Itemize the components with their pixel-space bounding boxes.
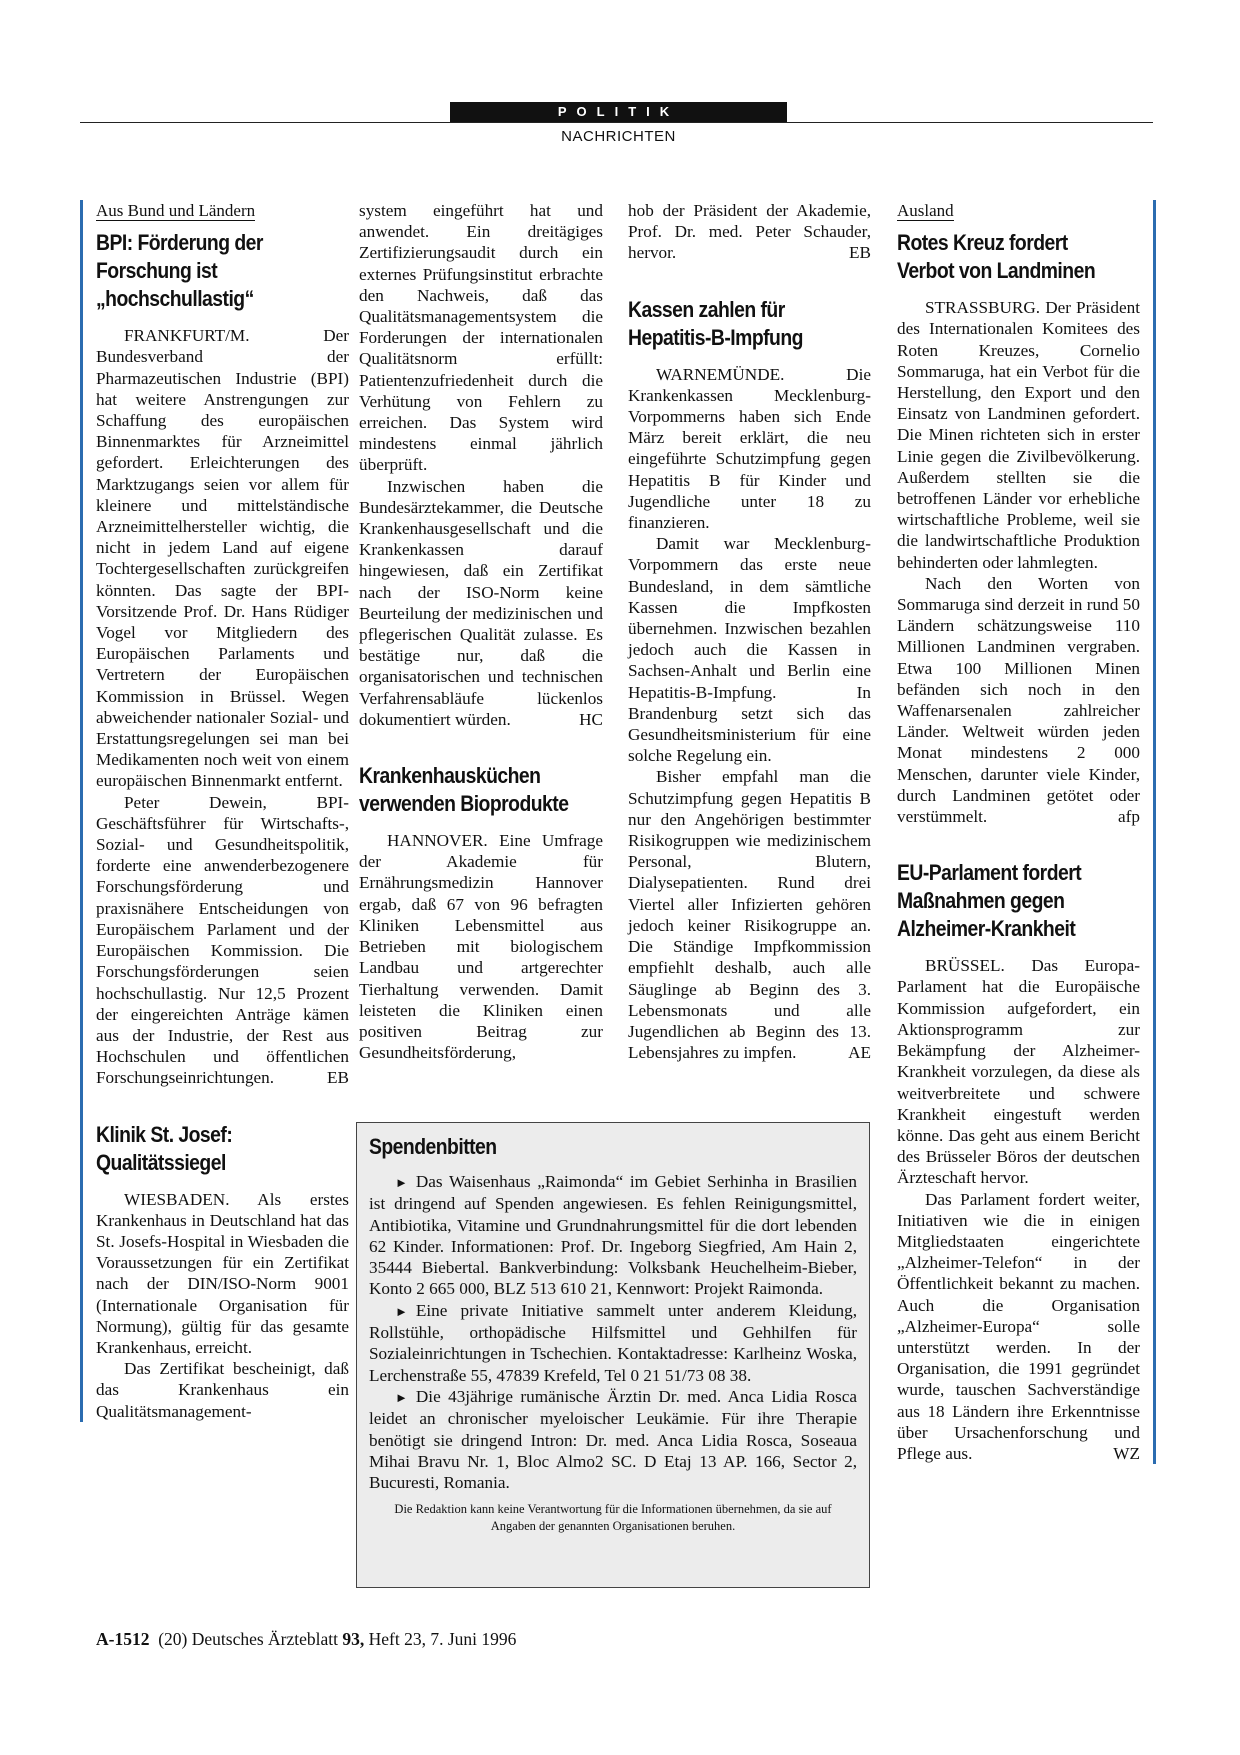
article-kuechen-p2: hob der Präsident der Akademie, Prof. Dr. med. Peter Schauder, hervor. EB (628, 201, 871, 263)
signature: EB (327, 1068, 349, 1088)
article-klinik-p4: Inzwischen haben die Bundesärztekammer, die Deutsche Krankenhausgesellschaft und die Krankenkassen darauf hingewiesen, daß ein Zertifikat nach der ISO-Norm keine Beurteilung der medizinischen und pflegerischen Qualität zulasse. Es bestätige nur, daß die organisatorischen und technischen Verfahrensabläufe lückenlos dokumentiert würden. HC (359, 476, 603, 729)
article-klinik-p2: Das Zertifikat bescheinigt, daß das Krankenhaus ein Qualitätsmanagement- (96, 1359, 349, 1421)
spendenbitten-box (356, 1122, 870, 1588)
article-hepatitis-p1: WARNEMÜNDE. Die Krankenkassen Mecklenburg-Vorpommerns haben sich Ende März bereit erklärt, die neu eingeführte Schutzimpfung gegen Hepatitis B für Kinder und Jugendliche unter 18 zu finanzieren. (628, 364, 871, 533)
signature: afp (1118, 807, 1140, 827)
article-kuechen-p1: HANNOVER. Eine Umfrage der Akademie für Ernährungsmedizin Hannover ergab, daß 67 von 96 befragten Kliniken Lebensmittel aus Betrieben mit biologischem Landbau und artgerechter Tierhaltung verwenden. Damit leisteten die Kliniken einen positiven Beitrag zur Gesundheitsförderung, (359, 831, 603, 1063)
signature: HC (579, 709, 603, 729)
column-2 (359, 200, 603, 1063)
article-landminen-p1: STRASSBURG. Der Präsident des Internationalen Komitees des Roten Kreuzes, Cornelio Sommaruga, hat ein Verbot für die Herstellung, den Export und den Einsatz von Landminen gefordert. Die Minen richteten sich in erster Linie gegen die Zivilbevölkerung. Außerdem stellten sie die betroffenen Länder vor erhebliche wirtschaftliche Probleme, weil sie die landwirtschaftliche Produktion behinderten oder lahmlegten. (897, 298, 1140, 572)
arrow-right-icon: ► (395, 1303, 408, 1319)
article-hepatitis-p3: Bisher empfahl man die Schutzimpfung gegen Hepatitis B nur den Angehörigen bestimmter Risikogruppen wie medizinischem Personal, Blutern, Dialysepatienten. Rund drei Viertel aller Infizierten gehören jedoch keiner Risikogruppe an. Die Ständige Impfkommission empfiehlt deshalb, auch alle Säuglinge ab Beginn des 3. Lebensmonats und alle Jugendlichen ab Beginn des 13. Lebensjahres zu impfen. AE (628, 767, 871, 1063)
headline-krankenhauskuechen: Krankenhausküchen verwenden Bioprodukte (359, 763, 569, 817)
issue-date: Heft 23, 7. Juni 1996 (368, 1629, 517, 1649)
volume: 93, (342, 1629, 365, 1649)
arrow-right-icon: ► (395, 1389, 408, 1405)
article-alzheimer-p1: BRÜSSEL. Das Europa-Parlament hat die Europäische Kommission aufgefordert, ein Aktionsprogramm zur Bekämpfung der Alzheimer-Krankheit vorzulegen, da diese als weitverbreitete und schwere Krankheit eingestuft werden könne. Das geht aus einem Bericht des Brüsseler Böros der deutschen Ärzteschaft hervor. (897, 956, 1140, 1188)
rubric-ausland: Ausland (897, 201, 954, 220)
headline-bpi: BPI: Förderung der Forschung ist „hochschullastig“ (96, 230, 263, 312)
box-item-1: ► Das Waisenhaus „Raimonda“ im Gebiet Serhinha in Brasilien ist dringend auf Spenden angewiesen. Es fehlen Reinigungsmittel, Antibiotika, Vitamine und Grundnahrungsmittel für die dort lebenden 62 Kinder. Informationen: Prof. Dr. Ingeborg Siegfried, Am Hain 2, 35444 Biebertal. Bankverbindung: Volksbank Heuchelheim-Bieber, Konto 2 665 000, BLZ 513 610 21, Kennwort: Projekt Raimonda. (369, 1172, 857, 1299)
article-bpi-p1: FRANKFURT/M. Der Bundesverband der Pharmazeutischen Industrie (BPI) hat weitere Anstrengungen zur Schaffung des europäischen Binnenmarktes für Arzneimittel gefordert. Erleichterungen des Marktzugangs seien vor allem für kleinere und mittelständische Arzneimittelhersteller wichtig, die nicht in jedem Land auf eigene Tochtergesellschaften zurückgreifen könnten. Das sagte der BPI-Vorsitzende Prof. Dr. Hans Rüdiger Vogel vor Mitgliedern des Europäischen Parlaments und Vertretern der Europäischen Kommission in Brüssel. Wegen abweichender nationaler Sozial- und Erstattungsregelungen sei man bei Medikamenten noch weit von einem europäischen Binnenmarkt entfernt. (96, 326, 349, 791)
column-4 (897, 200, 1156, 1464)
article-hepatitis-p2: Damit war Mecklenburg-Vorpommern das erste neue Bundesland, in dem sämtliche Kassen die Impfkosten übernehmen. Inzwischen bezahlen jedoch auch die Kassen in Sachsen-Anhalt und Berlin eine Hepatitis-B-Impfung. In Brandenburg setzt sich das Gesundheitsministerium für eine solche Regelung ein. (628, 534, 871, 766)
column-1 (80, 200, 349, 1422)
article-bpi-p2: Peter Dewein, BPI-Geschäftsführer für Wirtschafts-, Sozial- und Gesundheitspolitik, forderte eine anwenderbezogenere Forschungsförderung und praxisnähere Entscheidungen von Europäischem Parlament und der Europäischen Kommission. Die Forschungsförderungen seien hochschullastig. Nur 12,5 Prozent der eingereichten Anträge kämen aus der Industrie, der Rest aus Hochschulen und öffentlichen Forschungseinrichtungen. EB (96, 792, 349, 1088)
signature: EB (849, 243, 871, 263)
page-number: A-1512 (96, 1629, 150, 1649)
subsection-label: NACHRICHTEN (561, 128, 676, 145)
headline-klinik: Klinik St. Josef: Qualitätssiegel (96, 1121, 233, 1175)
rubric-bund-laender: Aus Bund und Ländern (96, 201, 256, 220)
article-klinik-p1: WIESBADEN. Als erstes Krankenhaus in Deutschland hat das St. Josefs-Hospital in Wiesbaden die Voraussetzungen für ein Zertifikat nach der DIN/ISO-Norm 9001 (Internationale Organisation für Normung), gültig für das gesamte Krankenhaus, erreicht. (96, 1189, 349, 1357)
headline-alzheimer: EU-Parlament fordert Maßnahmen gegen Alzheimer-Krankheit (897, 860, 1082, 942)
box-item-2: ► Eine private Initiative sammelt unter anderem Kleidung, Rollstühle, orthopädische Hilfsmittel und Gehhilfen für Sozialeinrichtungen in Tschechien. Kontaktadresse: Karlheinz Woska, Lerchenstraße 55, 47839 Krefeld, Tel 0 21 51/73 08 38. (369, 1300, 857, 1385)
signature: WZ (1113, 1443, 1140, 1463)
box-disclaimer: Die Redaktion kann keine Verantwortung für die Informationen übernehmen, da sie auf Angaben der genannten Organisationen beruhen. (394, 1502, 832, 1534)
article-landminen-p2: Nach den Worten von Sommaruga sind derzeit in rund 50 Ländern schätzungsweise 110 Millionen Landminen vergraben. Etwa 100 Millionen Minen befänden sich noch in den Waffenarsenalen zahlreicher Länder. Weltweit würden jeden Monat mindestens 2 000 Menschen, darunter viele Kinder, durch Landminen getötet oder verstümmelt. afp (897, 573, 1140, 827)
page-footer (96, 1629, 516, 1650)
box-headline: Spendenbitten (369, 1134, 497, 1159)
section-label: POLITIK (450, 102, 787, 122)
journal-name: (20) Deutsches Ärzteblatt (158, 1629, 339, 1649)
headline-hepatitis: Kassen zahlen für Hepatitis-B-Impfung (628, 296, 803, 350)
header-rule (80, 122, 1153, 123)
arrow-right-icon: ► (395, 1175, 408, 1190)
article-alzheimer-p2: Das Parlament fordert weiter, Initiativen wie die in einigen Mitgliedstaaten eingerichtete „Alzheimer-Telefon“ in der Öffentlichkeit bekannt zu machen. Auch die Organisation „Alzheimer-Europa“ solle unterstützt werden. In der Organisation, die 1991 gegründet wurde, tauschen Sachverständige aus 18 Ländern ihre Erkenntnisse über Ursachenforschung und Pflege aus. WZ (897, 1189, 1140, 1463)
article-klinik-p3: system eingeführt hat und anwendet. Ein dreitägiges Zertifizierungsaudit durch ein externes Prüfungsinstitut erbrachte den Nachweis, daß das Qualitätsmanagementsystem die Forderungen der internationalen Qualitätsnorm erfüllt: Patientenzufriedenheit durch die Verhütung von Fehlern zu erreichen. Das System wird mindestens einmal jährlich überprüft. (359, 201, 603, 475)
headline-rotes-kreuz: Rotes Kreuz fordert Verbot von Landminen (897, 230, 1096, 284)
box-item-3: ► Die 43jährige rumänische Ärztin Dr. med. Anca Lidia Rosca leidet an chronischer myeloischer Leukämie. Für ihre Therapie benötigt sie dringend Intron: Dr. med. Anca Lidia Rosca, Soseaua Mihai Bravu Nr. 1, Bloc Almo2 SC. D Etaj 13 AP. 166, Sector 2, Bucuresti, Romania. (369, 1386, 857, 1493)
signature: AE (848, 1043, 871, 1063)
column-3 (628, 200, 871, 1063)
